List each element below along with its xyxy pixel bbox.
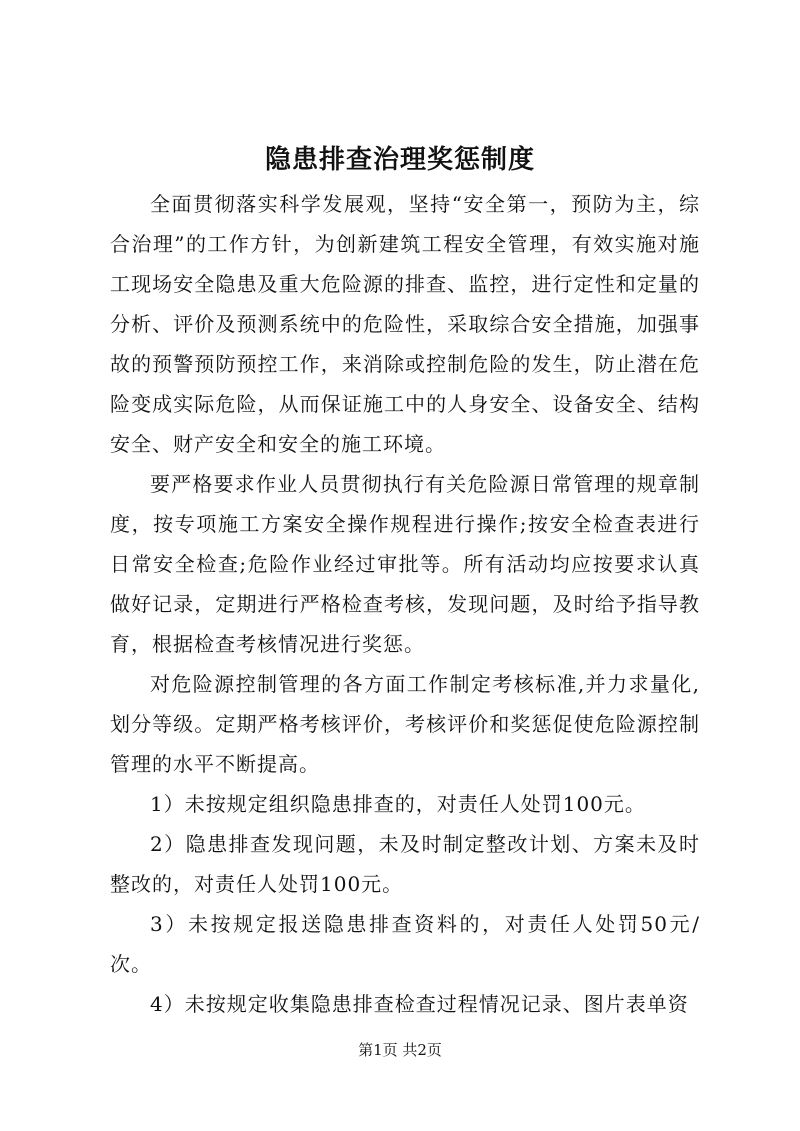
paragraph-assessment: 对危险源控制管理的各方面工作制定考核标准,并力求量化,划分等级。定期严格考核评价，考核评价和奖惩促使危险源控制管理的水平不断提高。 — [110, 672, 700, 776]
page-number-footer: 第1页 共2页 — [358, 1041, 442, 1059]
list-item-1: 1）未按规定组织隐患排查的，对责任人处罚100元。 — [150, 792, 646, 816]
document-title: 隐患排查治理奖惩制度 — [264, 145, 535, 175]
list-item-4: 4）未按规定收集隐患排查检查过程情况记录、图片表单资 — [150, 992, 689, 1016]
paragraph-intro: 全面贯彻落实科学发展观，坚持“安全第一，预防为主，综合治理”的工作方针，为创新建筑工程安全管理，有效实施对施工现场安全隐患及重大危险源的排查、监控，进行定性和定量的分析、评价及预测系统中的危险性，采取综合安全措施，加强事故的预警预防预控工作，来消除或控制危险的发生，防止潜在危险变成实际危险，从而保证施工中的人身安全、设备安全、结构安全、财产安全和安全的施工环境。 — [110, 192, 700, 456]
list-item-3: 3）未按规定报送隐患排查资料的，对责任人处罚50元/次。 — [110, 912, 700, 976]
paragraph-requirements: 要严格要求作业人员贯彻执行有关危险源日常管理的规章制度，按专项施工方案安全操作规程进行操作;按安全检查表进行日常安全检查;危险作业经过审批等。所有活动均应按要求认真做好记录，定期进行严格检查考核，发现问题，及时给予指导教育，根据检查考核情况进行奖惩。 — [110, 472, 700, 656]
document-body — [110, 184, 700, 1024]
list-item-2: 2）隐患排查发现问题，未及时制定整改计划、方案未及时整改的，对责任人处罚100元。 — [110, 832, 700, 896]
